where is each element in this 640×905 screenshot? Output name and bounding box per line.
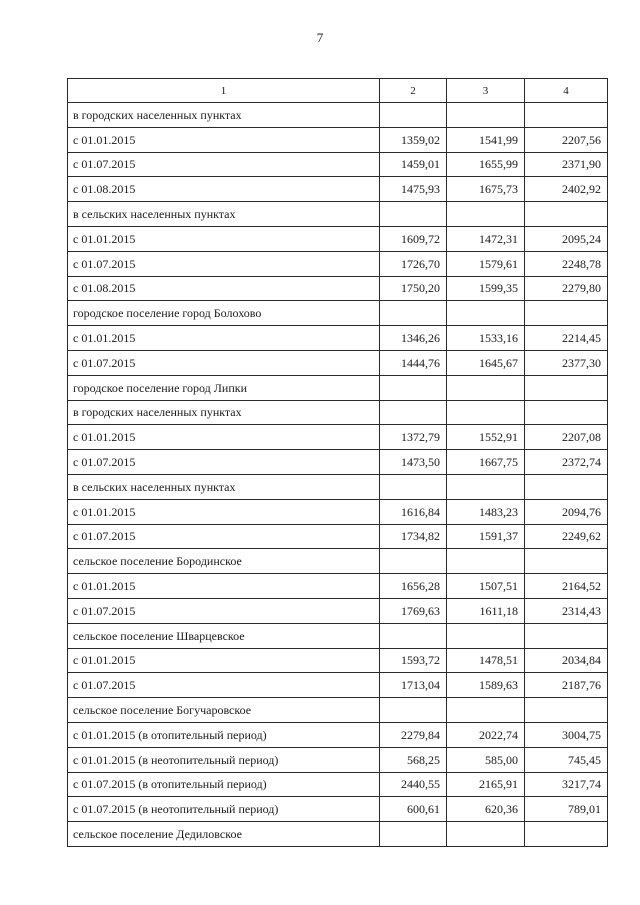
table-row — [68, 822, 608, 847]
tariff-value-cell — [447, 202, 525, 227]
tariff-value-cell — [447, 474, 525, 499]
tariff-value-cell: 1444,76 — [380, 350, 447, 375]
column-header-4: 4 — [525, 79, 608, 103]
tariff-value-cell: 1667,75 — [447, 450, 525, 475]
tariff-value-cell — [525, 202, 608, 227]
table-row — [68, 400, 608, 425]
table-row — [68, 722, 608, 747]
table-row — [68, 549, 608, 574]
tariff-value-cell: 1541,99 — [447, 127, 525, 152]
table-row — [68, 623, 608, 648]
tariff-value-cell — [525, 623, 608, 648]
column-header-2: 2 — [380, 79, 447, 103]
table-row — [68, 747, 608, 772]
row-label-cell: с 01.01.2015 — [68, 499, 380, 524]
tariff-value-cell: 2279,80 — [525, 276, 608, 301]
row-label-cell: с 01.07.2015 — [68, 152, 380, 177]
tariff-value-cell: 1734,82 — [380, 524, 447, 549]
tariff-value-cell: 1359,02 — [380, 127, 447, 152]
tariff-value-cell: 1655,99 — [447, 152, 525, 177]
tariff-value-cell: 1593,72 — [380, 648, 447, 673]
tariff-value-cell: 1579,61 — [447, 251, 525, 276]
tariff-value-cell: 2094,76 — [525, 499, 608, 524]
tariff-value-cell: 3217,74 — [525, 772, 608, 797]
tariff-value-cell: 2279,84 — [380, 722, 447, 747]
tariff-value-cell: 1656,28 — [380, 574, 447, 599]
table-row — [68, 499, 608, 524]
tariff-value-cell — [447, 623, 525, 648]
tariff-value-cell — [447, 103, 525, 128]
tariff-value-cell: 1346,26 — [380, 326, 447, 351]
tariff-value-cell — [525, 549, 608, 574]
column-header-1: 1 — [68, 79, 380, 103]
tariff-value-cell — [380, 698, 447, 723]
row-label-cell: с 01.01.2015 — [68, 226, 380, 251]
row-label-cell: сельское поселение Богучаровское — [68, 698, 380, 723]
tariff-value-cell — [525, 375, 608, 400]
tariff-value-cell — [380, 103, 447, 128]
tariff-value-cell: 789,01 — [525, 797, 608, 822]
row-label-cell: сельское поселение Дедиловское — [68, 822, 380, 847]
row-label-cell: с 01.01.2015 — [68, 326, 380, 351]
tariff-value-cell — [447, 698, 525, 723]
table-row — [68, 202, 608, 227]
table-row — [68, 698, 608, 723]
tariff-value-cell: 2164,52 — [525, 574, 608, 599]
tariff-value-cell: 1675,73 — [447, 177, 525, 202]
table-row — [68, 251, 608, 276]
column-header-3: 3 — [447, 79, 525, 103]
table-row — [68, 648, 608, 673]
row-label-cell: с 01.08.2015 — [68, 177, 380, 202]
table-row — [68, 450, 608, 475]
tariff-value-cell — [380, 202, 447, 227]
tariff-value-cell: 2402,92 — [525, 177, 608, 202]
tariff-table — [67, 78, 608, 847]
tariff-value-cell: 745,45 — [525, 747, 608, 772]
tariff-value-cell: 2314,43 — [525, 598, 608, 623]
tariff-value-cell — [447, 549, 525, 574]
tariff-value-cell — [380, 400, 447, 425]
table-row — [68, 425, 608, 450]
table-row — [68, 350, 608, 375]
tariff-value-cell: 1372,79 — [380, 425, 447, 450]
table-row — [68, 598, 608, 623]
row-label-cell: с 01.07.2015 (в неотопительный период) — [68, 797, 380, 822]
tariff-value-cell: 2440,55 — [380, 772, 447, 797]
tariff-value-cell: 1552,91 — [447, 425, 525, 450]
tariff-value-cell: 2249,62 — [525, 524, 608, 549]
tariff-value-cell: 1478,51 — [447, 648, 525, 673]
row-label-cell: с 01.01.2015 (в отопительный период) — [68, 722, 380, 747]
tariff-value-cell: 1507,51 — [447, 574, 525, 599]
tariff-value-cell: 1473,50 — [380, 450, 447, 475]
table-row — [68, 326, 608, 351]
tariff-value-cell — [380, 375, 447, 400]
tariff-value-cell: 2214,45 — [525, 326, 608, 351]
tariff-value-cell — [525, 400, 608, 425]
table-body — [68, 103, 608, 847]
row-label-cell: с 01.01.2015 — [68, 425, 380, 450]
tariff-value-cell: 1750,20 — [380, 276, 447, 301]
table-row — [68, 152, 608, 177]
row-label-cell: в сельских населенных пунктах — [68, 202, 380, 227]
tariff-value-cell: 2095,24 — [525, 226, 608, 251]
row-label-cell: в сельских населенных пунктах — [68, 474, 380, 499]
tariff-value-cell: 1483,23 — [447, 499, 525, 524]
row-label-cell: с 01.01.2015 — [68, 127, 380, 152]
tariff-value-cell: 3004,75 — [525, 722, 608, 747]
tariff-value-cell — [447, 822, 525, 847]
table-row — [68, 301, 608, 326]
tariff-value-cell: 1589,63 — [447, 673, 525, 698]
tariff-value-cell: 2377,30 — [525, 350, 608, 375]
tariff-value-cell: 600,61 — [380, 797, 447, 822]
row-label-cell: сельское поселение Бородинское — [68, 549, 380, 574]
tariff-value-cell — [380, 474, 447, 499]
tariff-value-cell — [447, 375, 525, 400]
table-row — [68, 797, 608, 822]
tariff-value-cell — [380, 549, 447, 574]
table-row — [68, 375, 608, 400]
tariff-value-cell: 1599,35 — [447, 276, 525, 301]
tariff-value-cell: 1472,31 — [447, 226, 525, 251]
tariff-value-cell: 568,25 — [380, 747, 447, 772]
tariff-value-cell: 620,36 — [447, 797, 525, 822]
table-row — [68, 524, 608, 549]
row-label-cell: городское поселение город Болохово — [68, 301, 380, 326]
table-row — [68, 673, 608, 698]
row-label-cell: с 01.01.2015 — [68, 574, 380, 599]
tariff-value-cell: 1609,72 — [380, 226, 447, 251]
row-label-cell: сельское поселение Шварцевское — [68, 623, 380, 648]
tariff-value-cell — [380, 301, 447, 326]
tariff-value-cell — [447, 400, 525, 425]
tariff-value-cell — [525, 103, 608, 128]
page-number: 7 — [316, 30, 324, 45]
tariff-value-cell — [525, 698, 608, 723]
tariff-value-cell — [380, 623, 447, 648]
tariff-value-cell: 2034,84 — [525, 648, 608, 673]
tariff-value-cell: 1459,01 — [380, 152, 447, 177]
tariff-value-cell: 1726,70 — [380, 251, 447, 276]
tariff-value-cell — [525, 474, 608, 499]
tariff-value-cell: 1616,84 — [380, 499, 447, 524]
tariff-value-cell: 2207,56 — [525, 127, 608, 152]
tariff-value-cell: 2207,08 — [525, 425, 608, 450]
table-row — [68, 226, 608, 251]
table-row — [68, 127, 608, 152]
row-label-cell: с 01.07.2015 — [68, 251, 380, 276]
row-label-cell: с 01.01.2015 — [68, 648, 380, 673]
tariff-value-cell: 1645,67 — [447, 350, 525, 375]
tariff-value-cell: 585,00 — [447, 747, 525, 772]
row-label-cell: с 01.07.2015 — [68, 450, 380, 475]
tariff-value-cell: 1713,04 — [380, 673, 447, 698]
row-label-cell: с 01.07.2015 — [68, 350, 380, 375]
row-label-cell: с 01.07.2015 — [68, 598, 380, 623]
table-row — [68, 474, 608, 499]
tariff-value-cell: 2371,90 — [525, 152, 608, 177]
row-label-cell: в городских населенных пунктах — [68, 400, 380, 425]
table-row — [68, 276, 608, 301]
table-row — [68, 177, 608, 202]
row-label-cell: с 01.07.2015 — [68, 524, 380, 549]
tariff-value-cell: 2248,78 — [525, 251, 608, 276]
table-row — [68, 574, 608, 599]
table-header-row — [68, 79, 608, 103]
tariff-value-cell: 2165,91 — [447, 772, 525, 797]
tariff-value-cell: 1475,93 — [380, 177, 447, 202]
row-label-cell: с 01.01.2015 (в неотопительный период) — [68, 747, 380, 772]
tariff-value-cell — [380, 822, 447, 847]
tariff-value-cell — [525, 301, 608, 326]
tariff-value-cell: 2022,74 — [447, 722, 525, 747]
row-label-cell: городское поселение город Липки — [68, 375, 380, 400]
tariff-value-cell: 1611,18 — [447, 598, 525, 623]
tariff-value-cell — [447, 301, 525, 326]
tariff-value-cell: 1769,63 — [380, 598, 447, 623]
tariff-value-cell — [525, 822, 608, 847]
table-row — [68, 772, 608, 797]
row-label-cell: в городских населенных пунктах — [68, 103, 380, 128]
row-label-cell: с 01.07.2015 (в отопительный период) — [68, 772, 380, 797]
tariff-value-cell: 2187,76 — [525, 673, 608, 698]
row-label-cell: с 01.08.2015 — [68, 276, 380, 301]
tariff-value-cell: 1591,37 — [447, 524, 525, 549]
tariff-value-cell: 1533,16 — [447, 326, 525, 351]
table-row — [68, 103, 608, 128]
row-label-cell: с 01.07.2015 — [68, 673, 380, 698]
tariff-value-cell: 2372,74 — [525, 450, 608, 475]
